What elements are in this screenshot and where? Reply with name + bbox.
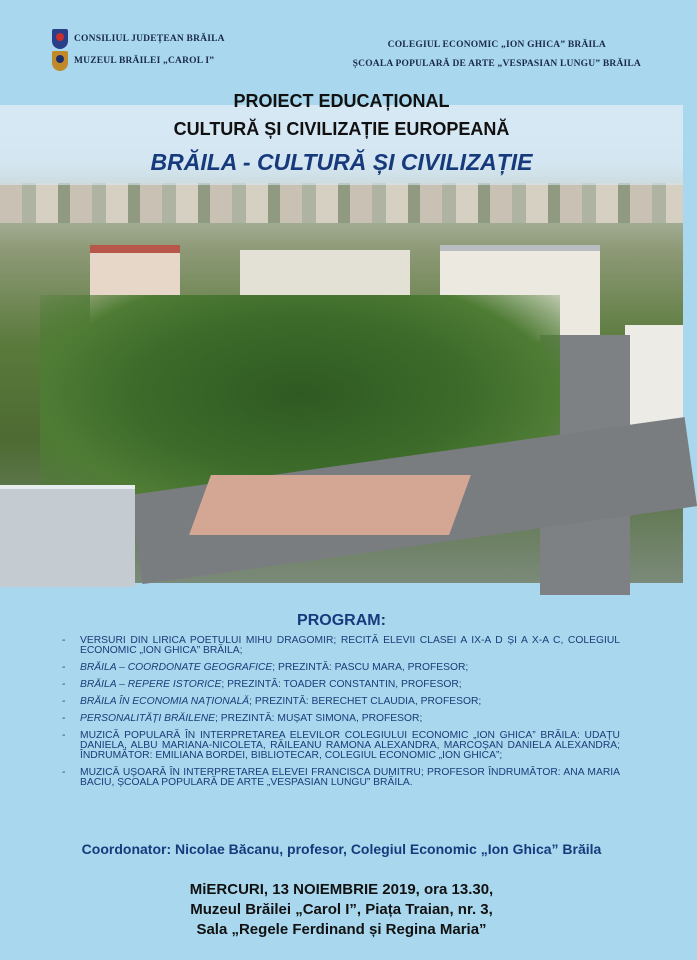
- program-item: [80, 636, 620, 656]
- event-room: Sala „Regele Ferdinand și Regina Maria”: [196, 921, 487, 938]
- event-title: BRĂILA - CULTURĂ ȘI CIVILIZAȚIE: [150, 149, 533, 175]
- program-heading: PROGRAM:: [297, 612, 386, 629]
- program-item-text: MUZICĂ UȘOARĂ ÎN INTERPRETAREA ELEVEI FRANCISCA DUMITRU; PROFESOR ÎNDRUMĂTOR: ANA MARIA BACIU, ȘCOALA POPULARĂ DE ARTE „VESPASIAN LUNGU” BRĂILA.: [80, 767, 620, 788]
- header-left-row-1: [52, 28, 225, 50]
- art-school-name: ȘCOALA POPULARĂ DE ARTE „VESPASIAN LUNGU” BRĂILA: [352, 59, 641, 69]
- program-list: [80, 636, 620, 795]
- program-item: [80, 663, 620, 673]
- photo-building-mid: [240, 250, 410, 295]
- program-item-text: ; PREZINTĂ: TOADER CONSTANTIN, PROFESOR;: [221, 679, 462, 690]
- program-item-text: MUZICĂ POPULARĂ ÎN INTERPRETAREA ELEVILOR COLEGIULUI ECONOMIC „ION GHICA” BRĂILA: UDAȚU DANIELA, ALBU MARIANA-NICOLETA, RĂILEANU RAMONA ALEXANDRA, MARCOȘAN DANIELA ALEXANDRA; ÎNDRUMĂTOR: EMILIANA BORDEI, BIBLIOTECAR, COLEGIUL ECONOMIC „ION GHICA”;: [80, 730, 620, 761]
- museum-name: MUZEUL BRĂILEI „CAROL I”: [74, 56, 215, 66]
- header-left-row-2: [52, 50, 225, 72]
- project-title: PROIECT EDUCAȚIONAL: [233, 91, 450, 111]
- event-date: MiERCURI, 13 NOIEMBRIE 2019, ora 13.30,: [189, 881, 494, 898]
- event-place: Muzeul Brăilei „Carol I”, Piața Traian, nr. 3,: [190, 901, 493, 918]
- photo-roof: [0, 485, 135, 587]
- program-item: [80, 731, 620, 761]
- program-item-title: BRĂILA – REPERE ISTORICE: [80, 679, 222, 690]
- program-item-title: BRĂILA – COORDONATE GEOGRAFICE: [80, 662, 273, 673]
- photo-plaza: [189, 475, 471, 535]
- museum-crest-icon: [52, 51, 68, 71]
- coordinator-line: Coordonator: Nicolae Băcanu, profesor, Colegiul Economic „Ion Ghica” Brăila: [81, 841, 602, 857]
- program-item-title: PERSONALITĂȚI BRĂILENE: [80, 713, 216, 724]
- program-item-text: ; PREZINTĂ: BERECHET CLAUDIA, PROFESOR;: [249, 696, 482, 707]
- program-item-title: BRĂILA ÎN ECONOMIA NAȚIONALĂ: [80, 696, 250, 707]
- header-left: [52, 28, 225, 72]
- photo-skyline: [0, 183, 683, 223]
- event-details: [0, 880, 683, 940]
- program-item: [80, 697, 620, 707]
- project-subtitle: CULTURĂ ȘI CIVILIZAȚIE EUROPEANĂ: [173, 119, 510, 139]
- city-aerial-photo: [0, 91, 683, 583]
- county-council-name: CONSILIUL JUDEȚEAN BRĂILA: [74, 34, 225, 44]
- header-right: [353, 36, 641, 74]
- county-crest-icon: [52, 29, 68, 49]
- program-item: [80, 714, 620, 724]
- program-item: [80, 768, 620, 788]
- program-item: [80, 680, 620, 690]
- program-item-text: VERSURI DIN LIRICA POETULUI MIHU DRAGOMIR; RECITĂ ELEVII CLASEI A IX-A D ȘI A X-A C, COLEGIUL ECONOMIC „ION GHICA” BRĂILA;: [80, 635, 620, 656]
- title-band: [0, 91, 683, 185]
- program-item-text: ; PREZINTĂ: PASCU MARA, PROFESOR;: [272, 662, 469, 673]
- program-item-text: ; PREZINTĂ: MUȘAT SIMONA, PROFESOR;: [215, 713, 423, 724]
- college-name: COLEGIUL ECONOMIC „ION GHICA” BRĂILA: [387, 40, 606, 50]
